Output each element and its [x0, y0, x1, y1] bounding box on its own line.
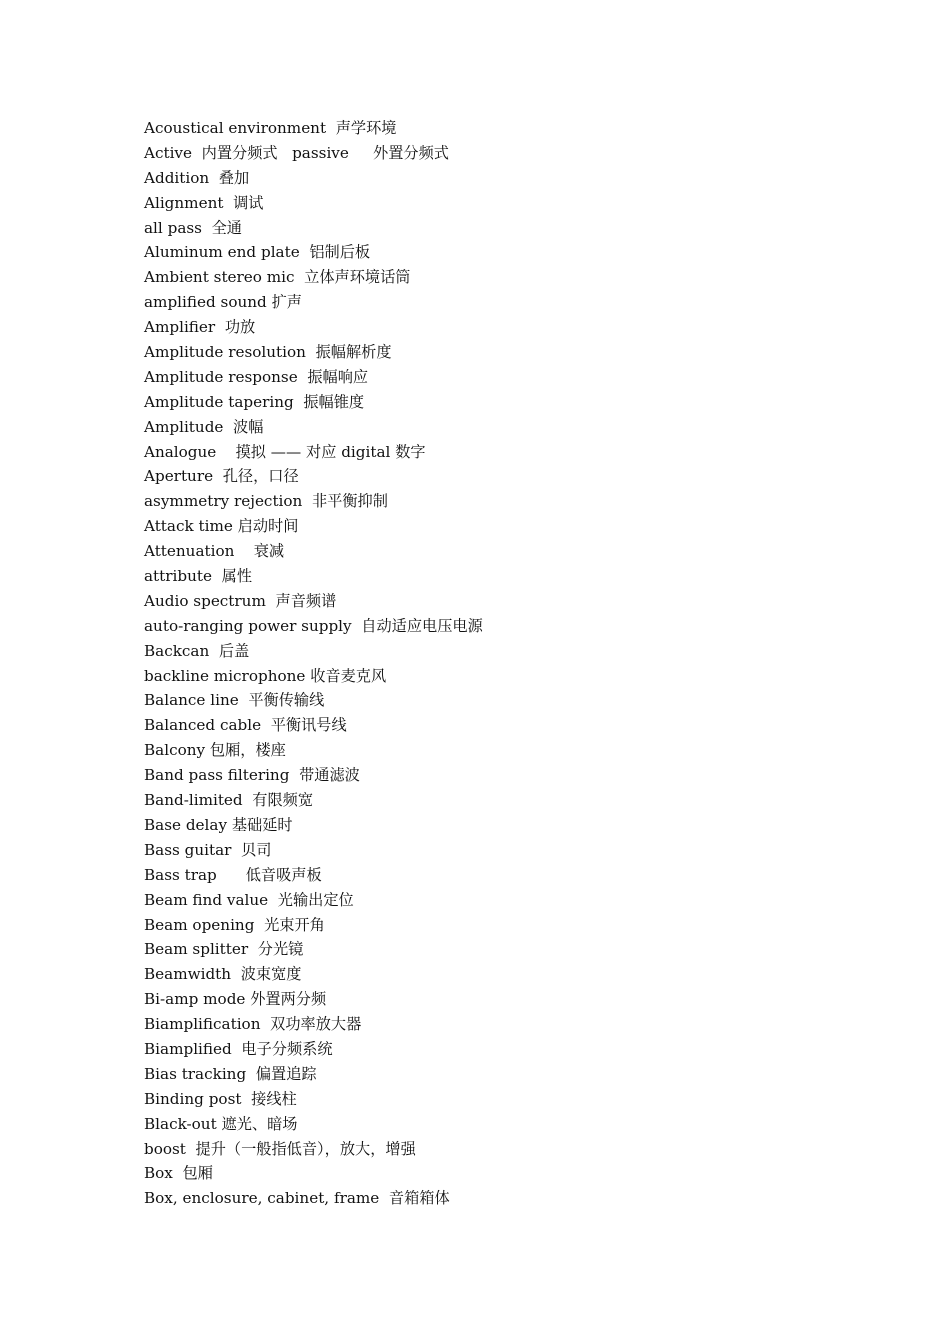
glossary-entry: Active 内置分频式 passive 外置分频式: [144, 143, 449, 162]
glossary-entry: Black-out 遮光、暗场: [144, 1114, 298, 1133]
glossary-entry: Bass guitar 贝司: [144, 840, 272, 859]
glossary-entry: amplified sound 扩声: [144, 293, 302, 312]
glossary-entry: backline microphone 收音麦克风: [144, 666, 387, 685]
glossary-entry: Aperture 孔径，口径: [144, 467, 299, 486]
glossary-entry: asymmetry rejection 非平衡抑制: [144, 492, 388, 511]
glossary-entry: Balcony 包厢，楼座: [144, 741, 286, 760]
glossary-entry: Analogue 摸拟 —— 对应 digital 数字: [144, 442, 426, 461]
glossary-entry: auto-ranging power supply 自动适应电压电源: [144, 616, 483, 635]
glossary-entry: Amplitude 波幅: [144, 417, 264, 436]
glossary-entry: Amplitude tapering 振幅锥度: [144, 392, 365, 411]
glossary-entry: Amplifier 功放: [144, 318, 256, 337]
glossary-entry: Beam find value 光输出定位: [144, 890, 354, 909]
glossary-entry: Attenuation 衰减: [144, 542, 285, 561]
glossary-entry: all pass 全通: [144, 218, 242, 237]
glossary-entry: Audio spectrum 声音频谱: [144, 591, 337, 610]
glossary-entry: Biamplified 电子分频系统: [144, 1039, 333, 1058]
glossary-entry: Balanced cable 平衡讯号线: [144, 716, 347, 735]
glossary-entry: Beam splitter 分光镜: [144, 940, 304, 959]
glossary-entry: Beamwidth 波束宽度: [144, 965, 302, 984]
glossary-entry: Box 包厢: [144, 1164, 213, 1183]
glossary-entry: Balance line 平衡传输线: [144, 691, 325, 710]
glossary-entry: Ambient stereo mic 立体声环境话筒: [144, 268, 411, 287]
glossary-entry: Amplitude resolution 振幅解析度: [144, 343, 392, 362]
glossary-entry: Backcan 后盖: [144, 641, 250, 660]
glossary-entry: Box, enclosure, cabinet, frame 音箱箱体: [144, 1189, 450, 1208]
glossary-entry: Acoustical environment 声学环境: [144, 119, 397, 137]
glossary-entry: boost 提升（一般指低音），放大，增强: [144, 1139, 416, 1158]
glossary-entry: Aluminum end plate 铝制后板: [144, 243, 371, 262]
glossary-entry: Bias tracking 偏置追踪: [144, 1064, 317, 1083]
glossary-entry: Attack time 启动时间: [144, 517, 299, 536]
glossary-entry: Bass trap 低音吸声板: [144, 865, 322, 884]
glossary-list: [144, 116, 483, 1211]
glossary-entry: Binding post 接线柱: [144, 1089, 297, 1108]
glossary-entry: Base delay 基础延时: [144, 815, 293, 834]
glossary-entry: Amplitude response 振幅响应: [144, 367, 369, 386]
glossary-entry: Band-limited 有限频宽: [144, 791, 314, 810]
glossary-entry: Bi-amp mode 外置两分频: [144, 990, 327, 1009]
glossary-entry: Beam opening 光束开角: [144, 915, 325, 934]
glossary-entry: Addition 叠加: [144, 168, 250, 187]
glossary-entry: Biamplification 双功率放大器: [144, 1015, 362, 1034]
glossary-entry: attribute 属性: [144, 567, 253, 586]
glossary-entry: Band pass filtering 带通滤波: [144, 766, 360, 785]
glossary-entry: Alignment 调试: [144, 193, 264, 212]
